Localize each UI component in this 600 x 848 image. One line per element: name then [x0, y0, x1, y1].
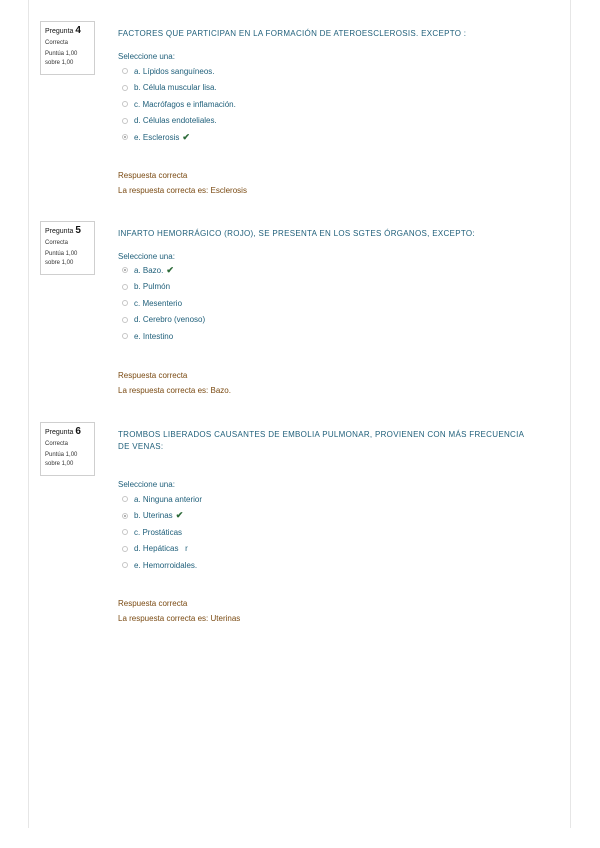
answer-option[interactable]: c. Macrófagos e inflamación. — [122, 96, 236, 113]
answer-option-selected[interactable]: a. Bazo. ✔ — [122, 262, 205, 279]
answer-option[interactable]: a. Ninguna anterior — [122, 491, 202, 508]
radio-button[interactable] — [122, 496, 128, 502]
checkmark-icon: ✔ — [166, 264, 174, 275]
page-frame-left — [28, 0, 29, 828]
radio-button[interactable] — [122, 562, 128, 568]
answer-option[interactable]: d. Hepáticas r — [122, 541, 202, 558]
radio-button[interactable] — [122, 101, 128, 107]
answer-option[interactable]: d. Células endoteliales. — [122, 113, 236, 130]
answer-prompt: Seleccione una: — [118, 480, 175, 489]
radio-button[interactable] — [122, 317, 128, 323]
question-state: Correcta — [45, 40, 69, 46]
feedback-status: Respuesta correcta — [118, 171, 188, 180]
checkmark-icon: ✔ — [175, 510, 184, 521]
checkmark-icon: ✔ — [182, 131, 190, 142]
question-state: Correcta — [45, 441, 69, 447]
radio-button[interactable] — [122, 529, 128, 535]
answer-option[interactable]: e. Hemorroidales. — [122, 557, 202, 574]
radio-button[interactable] — [122, 118, 128, 124]
question-state: Correcta — [45, 240, 69, 246]
question-info-box — [40, 422, 95, 476]
answer-list — [122, 63, 236, 146]
correct-answer-text: La respuesta correcta es: Bazo. — [118, 386, 231, 395]
radio-button[interactable] — [122, 85, 128, 91]
question-number: 4 — [75, 25, 81, 36]
question-grade: Puntúa 1,00 sobre 1,00 — [45, 452, 78, 467]
answer-option[interactable]: d. Cerebro (venoso) — [122, 312, 205, 329]
answer-option[interactable]: b. Célula muscular lisa. — [122, 80, 236, 97]
answer-list — [122, 262, 205, 345]
question-number: 6 — [75, 426, 81, 437]
radio-button[interactable] — [122, 68, 128, 74]
question-label: Pregunta 4 — [45, 25, 81, 36]
radio-button-checked[interactable] — [122, 134, 128, 140]
question-grade: Puntúa 1,00 sobre 1,00 — [45, 51, 78, 66]
radio-button-checked[interactable] — [122, 513, 128, 519]
question-label: Pregunta 5 — [45, 225, 81, 236]
answer-option[interactable]: e. Intestino — [122, 328, 205, 345]
question-text: TROMBOS LIBERADOS CAUSANTES DE EMBOLIA PULMONAR, PROVIENEN CON MÁS FRECUENCIA DE VENAS: — [118, 430, 524, 451]
question-number: 5 — [75, 225, 81, 236]
feedback-status: Respuesta correcta — [118, 371, 188, 380]
question-text: INFARTO HEMORRÁGICO (ROJO), SE PRESENTA EN LOS SGTES ÓRGANOS, EXCEPTO: — [118, 229, 475, 238]
radio-button[interactable] — [122, 300, 128, 306]
feedback-status: Respuesta correcta — [118, 599, 188, 608]
question-text: FACTORES QUE PARTICIPAN EN LA FORMACIÓN DE ATEROESCLEROSIS. EXCEPTO : — [118, 29, 467, 38]
correct-answer-text: La respuesta correcta es: Esclerosis — [118, 186, 247, 195]
page-frame-right — [570, 0, 571, 828]
question-grade: Puntúa 1,00 sobre 1,00 — [45, 251, 78, 266]
answer-option[interactable]: c. Prostáticas — [122, 524, 202, 541]
answer-option-selected[interactable]: e. Esclerosis ✔ — [122, 129, 236, 146]
answer-prompt: Seleccione una: — [118, 252, 175, 261]
question-info-box — [40, 221, 95, 275]
answer-prompt: Seleccione una: — [118, 52, 175, 61]
question-info-box — [40, 21, 95, 75]
radio-button-checked[interactable] — [122, 267, 128, 273]
question-label: Pregunta 6 — [45, 426, 81, 437]
radio-button[interactable] — [122, 333, 128, 339]
answer-option[interactable]: b. Pulmón — [122, 279, 205, 296]
radio-button[interactable] — [122, 284, 128, 290]
answer-option[interactable]: c. Mesenterio — [122, 295, 205, 312]
answer-option[interactable]: a. Lípidos sanguíneos. — [122, 63, 236, 80]
answer-option-selected[interactable]: b. Uterinas ✔ — [122, 508, 202, 525]
radio-button[interactable] — [122, 546, 128, 552]
correct-answer-text: La respuesta correcta es: Uterinas — [118, 614, 241, 623]
answer-list — [122, 491, 202, 574]
